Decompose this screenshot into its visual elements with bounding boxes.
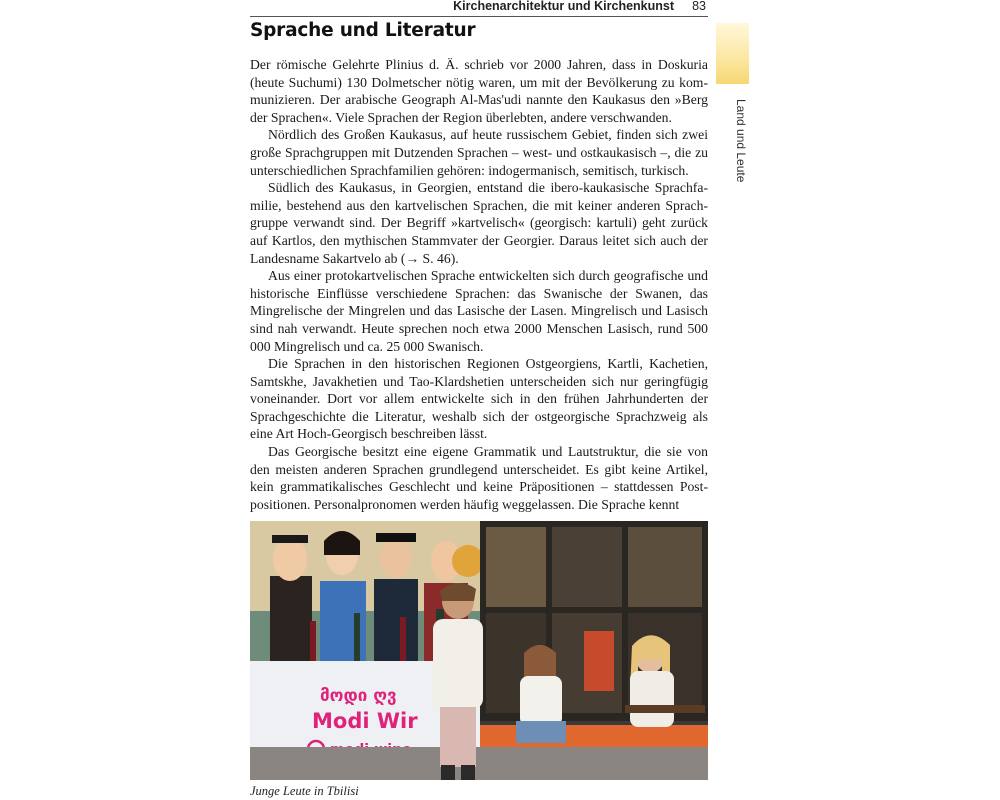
paragraph: Nördlich des Großen Kaukasus, auf heute russischem Gebiet, finden sich zwei große Sprachgruppen mit Dutzenden Sprachen – west- und ostkaukasisch –, die zu unterschiedlichen Sprachfamilien gehören: indogermanisch, semitisch, turkisch. [250,127,708,178]
chapter-tab-label: Land und Leute [734,99,748,183]
page-number: 83 [692,0,706,13]
body-text [250,56,708,513]
mural-text-latin: Modi Wir [312,709,418,733]
paragraph: Aus einer protokartvelischen Sprache entwickelten sich durch geografische und historische Einflüsse verschiedene Sprachen: das Swanische der Swanen, das Mingrelische der Mingrelen und das Lasische der Lasen. Mingrelisch und Lasisch sind nah verwandt. Heute sprechen noch etwa 2000 Menschen Lasisch, rund 500 000 Mingrelisch und ca. 25 000 Swanisch. [250,268,708,354]
paragraph: Das Georgische besitzt eine eigene Grammatik und Lautstruktur, die sie von den meisten anderen Sprachen grundlegend unterscheidet. Es gibt keine Artikel, kein grammatikalisches Geschlecht und keine Präpositionen – stattdessen Postpositionen. Personalpronomen werden häufig weggelassen. Die Sprache kennt [250,444,708,512]
chapter-tab-marker [716,23,749,84]
street-photo [250,521,708,780]
paragraph: Die Sprachen in den historischen Regionen Ostgeorgiens, Kartli, Kachetien, Samtskhe, Javakhetien und Tao-Klardshetien unterscheiden sich nur geringfügig voneinander. Dort vor allem entwickelte sich in den frühen Jahrhunderten der Sprachgeschichte die Literatur, weshalb sich der ostgeorgische Sprachzweig als eine Art Hoch-Georgisch beschreiben lässt. [250,356,708,442]
section-title: Sprache und Literatur [250,20,476,41]
photo-caption: Junge Leute in Tbilisi [250,784,359,798]
mural-text-georgian: მოდი ღვ [320,686,397,706]
header-title: Kirchenarchitektur und Kirchenkunst [453,0,674,13]
paragraph: Südlich des Kaukasus, in Georgien, entstand die ibero-kaukasische Sprachfamilie, bestehend aus den kartvelischen Sprachen, die mit keiner anderen Sprachgruppe verwandt sind. Der Begriff »kartvelisch« (georgisch: kartuli) geht zurück auf Kartlos, den mythischen Stammvater der Georgier. Daraus leitet sich auch der Landesname Sakartvelo ab (→ S. 46). [250,180,708,266]
running-header [250,0,708,17]
orange-bench [480,725,708,747]
sidewalk [250,747,708,780]
paragraph: Der römische Gelehrte Plinius d. Ä. schrieb vor 2000 Jahren, dass in Doskuria (heute Suchumi) 130 Dolmetscher nötig waren, um mit der Bevölkerung zu kommunizieren. Der arabische Geograph Al-Mas'udi nannte den Kaukasus den »Berg der Sprachen«. Viele Sprachen der Region überlebten, andere verschwanden. [250,57,708,125]
photo-illustration [250,521,708,780]
